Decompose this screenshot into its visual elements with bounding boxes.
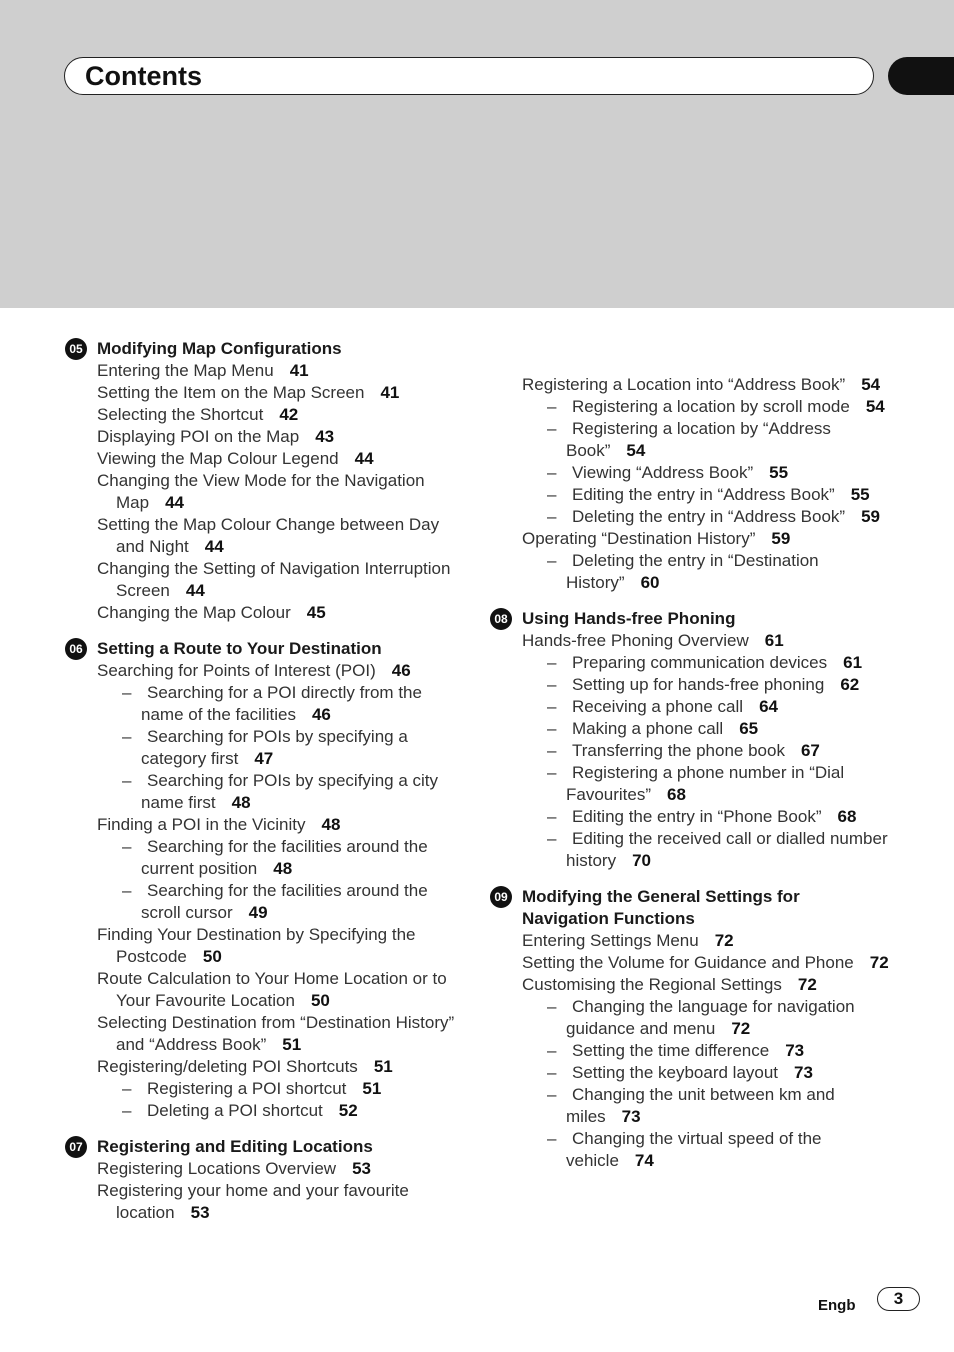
entry-text: Setting the Item on the Map Screen <box>97 383 365 402</box>
toc-entry[interactable] <box>64 1056 464 1078</box>
page-number: 3 <box>877 1287 920 1311</box>
dash-marker: – <box>122 837 132 856</box>
entry-page-number: 70 <box>632 851 651 870</box>
entry-page-number: 43 <box>315 427 335 446</box>
entry-page-number: 60 <box>640 573 660 592</box>
toc-entry[interactable] <box>489 974 889 996</box>
toc-entry[interactable] <box>64 924 464 968</box>
entry-page-number: 44 <box>165 493 184 512</box>
toc-left-column <box>64 338 464 1238</box>
entry-text: Selecting the Shortcut <box>97 405 264 424</box>
entry-text: Searching for the facilities around the scroll cursor <box>141 881 428 922</box>
dash-marker: – <box>547 463 557 482</box>
entry-page-number: 48 <box>321 815 341 834</box>
entry-text: Editing the entry in “Phone Book” <box>572 807 822 826</box>
toc-entry[interactable] <box>489 528 889 550</box>
toc-entry[interactable] <box>64 448 464 470</box>
entry-page-number: 72 <box>869 953 889 972</box>
toc-entry[interactable] <box>489 718 889 740</box>
entry-text: Setting the Map Colour Change between Day and Night <box>97 515 440 556</box>
entry-text: Registering a Location into “Address Book” <box>522 375 846 394</box>
entry-text: Registering a phone number in “Dial Favourites” <box>566 763 845 804</box>
entry-text: Registering/deleting POI Shortcuts <box>97 1057 358 1076</box>
entry-text: Searching for Points of Interest (POI) <box>97 661 376 680</box>
toc-entry[interactable] <box>64 770 464 814</box>
toc-entry[interactable] <box>489 374 889 396</box>
entry-page-number: 55 <box>769 463 789 482</box>
section-number-badge: 07 <box>65 1136 87 1158</box>
entry-text: Finding a POI in the Vicinity <box>97 815 306 834</box>
entry-text: Changing the Setting of Navigation Interruption Screen <box>97 559 451 600</box>
dash-marker: – <box>122 771 132 790</box>
entry-page-number: 72 <box>797 975 817 994</box>
dash-marker: – <box>122 727 132 746</box>
toc-section <box>64 338 464 624</box>
toc-section <box>64 1136 464 1224</box>
toc-entry[interactable] <box>64 682 464 726</box>
entry-page-number: 50 <box>202 947 222 966</box>
toc-entry[interactable] <box>489 762 889 806</box>
entry-page-number: 72 <box>714 931 734 950</box>
toc-entry[interactable] <box>64 470 464 514</box>
entry-page-number: 46 <box>391 661 411 680</box>
toc-entry[interactable] <box>489 930 889 952</box>
entry-page-number: 48 <box>273 859 293 878</box>
dash-marker: – <box>122 683 132 702</box>
entry-page-number: 44 <box>354 449 374 468</box>
dash-marker: – <box>122 1079 132 1098</box>
entry-text: Searching for a POI directly from the name of the facilities <box>141 683 422 724</box>
entry-page-number: 54 <box>861 375 881 394</box>
entry-text: Registering your home and your favourite location <box>97 1181 409 1222</box>
entry-page-number: 53 <box>190 1203 210 1222</box>
entry-page-number: 51 <box>373 1057 393 1076</box>
entry-text: Viewing the Map Colour Legend <box>97 449 339 468</box>
toc-section <box>489 608 889 872</box>
entry-text: Searching for POIs by specifying a city name first <box>141 771 439 812</box>
entry-text: Changing the View Mode for the Navigation Map <box>97 471 425 512</box>
section-number-badge: 06 <box>65 638 87 660</box>
entry-text: Editing the received call or dialled number history <box>566 829 888 870</box>
toc-entry[interactable] <box>64 880 464 924</box>
entry-text: Changing the language for navigation guidance and menu <box>566 997 855 1038</box>
entry-page-number: 62 <box>840 675 860 694</box>
entry-page-number: 50 <box>310 991 330 1010</box>
dash-marker: – <box>547 507 557 526</box>
entry-page-number: 44 <box>204 537 224 556</box>
dash-marker: – <box>547 485 557 504</box>
entry-text: Finding Your Destination by Specifying the Postcode <box>97 925 416 966</box>
entry-page-number: 73 <box>785 1041 805 1060</box>
entry-text: Entering Settings Menu <box>522 931 699 950</box>
entry-page-number: 54 <box>865 397 885 416</box>
entry-page-number: 61 <box>764 631 784 650</box>
entry-text: Setting up for hands-free phoning <box>572 675 825 694</box>
entry-page-number: 55 <box>850 485 870 504</box>
entry-page-number: 67 <box>800 741 820 760</box>
section-heading[interactable] <box>64 338 464 360</box>
toc-entry[interactable] <box>64 1078 464 1100</box>
toc-entry[interactable] <box>489 996 889 1040</box>
entry-text: Deleting the entry in “Address Book” <box>572 507 846 526</box>
entry-page-number: 59 <box>771 529 791 548</box>
toc-entry[interactable] <box>489 630 889 652</box>
toc-entry[interactable] <box>64 558 464 602</box>
entry-text: Changing the Map Colour <box>97 603 291 622</box>
header-band <box>0 0 954 308</box>
language-code: Engb <box>818 1297 856 1314</box>
entry-page-number: 72 <box>731 1019 751 1038</box>
section-title: Using Hands-free Phoning <box>522 609 736 628</box>
toc-entry[interactable] <box>64 726 464 770</box>
toc-entry[interactable] <box>64 814 464 836</box>
dash-marker: – <box>547 653 557 672</box>
toc-entry[interactable] <box>489 1062 889 1084</box>
section-number-badge: 08 <box>490 608 512 630</box>
toc-right-column <box>489 374 889 1186</box>
dash-marker: – <box>547 397 557 416</box>
entry-page-number: 52 <box>338 1101 358 1120</box>
entry-text: Setting the Volume for Guidance and Phone <box>522 953 854 972</box>
entry-text: Editing the entry in “Address Book” <box>572 485 835 504</box>
toc-entry[interactable] <box>489 806 889 828</box>
dash-marker: – <box>547 1085 557 1104</box>
toc-entry[interactable] <box>64 968 464 1012</box>
entry-text: Searching for POIs by specifying a category first <box>141 727 408 768</box>
entry-text: Registering Locations Overview <box>97 1159 337 1178</box>
toc-entry[interactable] <box>489 652 889 674</box>
entry-text: Setting the keyboard layout <box>572 1063 779 1082</box>
section-tab <box>888 57 954 95</box>
entry-text: Customising the Regional Settings <box>522 975 782 994</box>
dash-marker: – <box>547 697 557 716</box>
toc-entry[interactable] <box>489 828 889 872</box>
section-title: Modifying the General Settings for Navigation Functions <box>522 887 800 928</box>
entry-text: Changing the virtual speed of the vehicle <box>566 1129 822 1170</box>
entry-page-number: 44 <box>185 581 205 600</box>
toc-entry[interactable] <box>489 674 889 696</box>
page-title: Contents <box>85 61 202 91</box>
entry-text: Preparing communication devices <box>572 653 828 672</box>
dash-marker: – <box>547 1129 557 1148</box>
entry-text: Registering a location by “Address Book” <box>566 419 831 460</box>
title-frame <box>64 57 874 95</box>
section-heading[interactable] <box>489 608 889 630</box>
entry-page-number: 41 <box>380 383 400 402</box>
dash-marker: – <box>122 1101 132 1120</box>
entry-page-number: 54 <box>626 441 646 460</box>
entry-page-number: 41 <box>289 361 309 380</box>
toc-entry[interactable] <box>64 426 464 448</box>
section-number-badge: 05 <box>65 338 87 360</box>
dash-marker: – <box>547 1041 557 1060</box>
toc-entry[interactable] <box>64 1180 464 1224</box>
dash-marker: – <box>547 829 557 848</box>
section-heading[interactable] <box>64 638 464 660</box>
entry-page-number: 47 <box>254 749 274 768</box>
toc-entry[interactable] <box>64 514 464 558</box>
section-title: Setting a Route to Your Destination <box>97 639 382 658</box>
entry-page-number: 68 <box>837 807 857 826</box>
entry-text: Transferring the phone book <box>572 741 785 760</box>
toc-entry[interactable] <box>64 836 464 880</box>
toc-section <box>489 886 889 1172</box>
toc-entry[interactable] <box>489 506 889 528</box>
dash-marker: – <box>547 741 557 760</box>
entry-text: Setting the time difference <box>572 1041 770 1060</box>
entry-text: Displaying POI on the Map <box>97 427 300 446</box>
entry-text: Operating “Destination History” <box>522 529 756 548</box>
toc-entry[interactable] <box>64 404 464 426</box>
toc-entry[interactable] <box>489 1040 889 1062</box>
toc-entry[interactable] <box>489 484 889 506</box>
entry-page-number: 65 <box>739 719 759 738</box>
entry-text: Deleting a POI shortcut <box>147 1101 323 1120</box>
entry-text: Registering a POI shortcut <box>147 1079 347 1098</box>
toc-entry[interactable] <box>64 1158 464 1180</box>
toc-entry[interactable] <box>64 1012 464 1056</box>
entry-page-number: 53 <box>352 1159 371 1178</box>
entry-text: Viewing “Address Book” <box>572 463 754 482</box>
entry-text: Selecting Destination from “Destination History” and “Address Book” <box>97 1013 455 1054</box>
entry-page-number: 61 <box>843 653 863 672</box>
entry-text: Making a phone call <box>572 719 724 738</box>
toc-entry[interactable] <box>489 1128 889 1172</box>
entry-text: Searching for the facilities around the current position <box>141 837 428 878</box>
section-title: Registering and Editing Locations <box>97 1137 373 1156</box>
dash-marker: – <box>547 997 557 1016</box>
entry-page-number: 42 <box>279 405 299 424</box>
toc-entry[interactable] <box>489 418 889 462</box>
dash-marker: – <box>547 763 557 782</box>
toc-section <box>489 374 889 594</box>
entry-text: Route Calculation to Your Home Location or to Your Favourite Location <box>97 969 447 1010</box>
toc-entry[interactable] <box>489 396 889 418</box>
toc-section <box>64 638 464 1122</box>
entry-page-number: 73 <box>794 1063 813 1082</box>
entry-page-number: 51 <box>282 1035 302 1054</box>
entry-page-number: 74 <box>634 1151 654 1170</box>
entry-page-number: 49 <box>248 903 268 922</box>
toc-entry[interactable] <box>489 740 889 762</box>
toc-entry[interactable] <box>64 660 464 682</box>
entry-page-number: 46 <box>311 705 331 724</box>
toc-entry[interactable] <box>64 602 464 624</box>
entry-page-number: 64 <box>759 697 778 716</box>
toc-entry[interactable] <box>489 1084 889 1128</box>
entry-page-number: 45 <box>306 603 326 622</box>
toc-entry[interactable] <box>489 550 889 594</box>
section-heading[interactable] <box>64 1136 464 1158</box>
dash-marker: – <box>547 551 557 570</box>
entry-text: Receiving a phone call <box>572 697 744 716</box>
toc-entry[interactable] <box>489 952 889 974</box>
section-title: Modifying Map Configurations <box>97 339 342 358</box>
dash-marker: – <box>547 719 557 738</box>
dash-marker: – <box>547 419 557 438</box>
entry-text: Changing the unit between km and miles <box>566 1085 835 1126</box>
entry-text: Entering the Map Menu <box>97 361 274 380</box>
toc-entry[interactable] <box>64 382 464 404</box>
entry-page-number: 68 <box>667 785 686 804</box>
entry-text: Registering a location by scroll mode <box>572 397 850 416</box>
entry-page-number: 73 <box>621 1107 641 1126</box>
dash-marker: – <box>122 881 132 900</box>
entry-page-number: 48 <box>231 793 251 812</box>
section-number-badge: 09 <box>490 886 512 908</box>
dash-marker: – <box>547 807 557 826</box>
dash-marker: – <box>547 1063 557 1082</box>
dash-marker: – <box>547 675 557 694</box>
entry-page-number: 51 <box>362 1079 382 1098</box>
section-heading[interactable] <box>489 886 889 930</box>
toc-entry[interactable] <box>489 462 889 484</box>
entry-page-number: 59 <box>861 507 881 526</box>
toc-entry[interactable] <box>64 360 464 382</box>
toc-entry[interactable] <box>489 696 889 718</box>
entry-text: Hands-free Phoning Overview <box>522 631 749 650</box>
entry-text: Deleting the entry in “Destination History” <box>566 551 819 592</box>
toc-entry[interactable] <box>64 1100 464 1122</box>
